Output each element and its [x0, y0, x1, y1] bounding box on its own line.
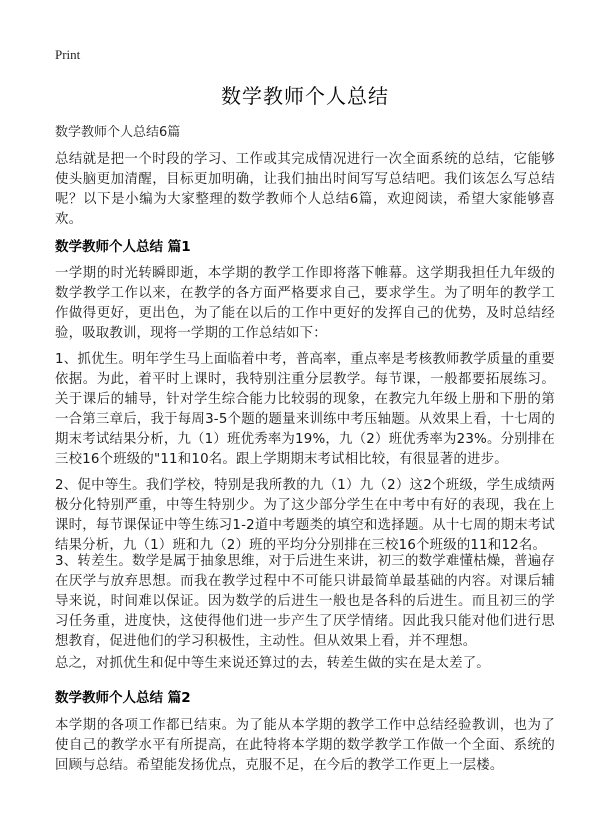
- section-heading-2: 数学教师个人总结 篇2: [55, 690, 191, 706]
- section-heading-1: 数学教师个人总结 篇1: [55, 239, 191, 255]
- section-1-paragraph-5: 总之，对抓优生和促中等生来说还算过的去，转差生做的实在是太差了。: [55, 656, 490, 671]
- section-2-paragraph-1: 本学期的各项工作都已结束。为了能从本学期的教学工作中总结经验教训，也为了使自己的教学水平有所提高，在此特将本学期的数学教学工作做一个全面、系统的回顾与总结。希望能发扬优点，克服不足，在今后的教学工作更上一层楼。: [55, 718, 555, 773]
- intro-paragraph: 总结就是把一个时段的学习、工作或其完成情况进行一次全面系统的总结，它能够使头脑更加清醒，目标更加明确，让我们抽出时间写写总结吧。我们该怎么写总结呢？以下是小编为大家整理的数学教师个人总结6篇，欢迎阅读，希望大家能够喜欢。: [55, 152, 555, 227]
- page-title: 数学教师个人总结: [221, 84, 389, 108]
- section-1-paragraph-1: 一学期的时光转瞬即逝，本学期的教学工作即将落下帷幕。这学期我担任九年级的数学教学工作以来，在教学的各方面严格要求自己，要求学生。为了明年的教学工作做得更好，更出色，为了能在以后的工作中更好的发挥自己的优势，及时总结经验，吸取教训，现将一学期的工作总结如下：: [55, 266, 555, 341]
- section-1-paragraph-4: 3、转差生。数学是属于抽象思维，对于后进生来讲，初三的数学难懂枯燥，普遍存在厌学与放弃思想。而我在教学过程中不可能只讲最简单最基础的内容。对课后辅导来说，时间难以保证。因为数学的后进生一般也是各科的后进生。而且初三的学习任务重，进度快，这使得他们进一步产生了厌学情绪。因此我只能对他们进行思想教育，促进他们的学习积极性，主动性。但从效果上看，并不理想。: [55, 554, 555, 649]
- section-1-paragraph-3: 2、促中等生。我们学校，特别是我所教的九（1）九（2）这2个班级，学生成绩两极分化特别严重，中等生特别少。为了这少部分学生在中考中有好的表现，我在上课时，每节课保证中等生练习1-2道中考题类的填空和选择题。从十七周的期末考试结果分析，九（1）班和九（2）班的平均分分别排在三校16个班级的11和12名。: [55, 478, 555, 553]
- document-subtitle: 数学教师个人总结6篇: [55, 125, 181, 140]
- print-link[interactable]: Print: [55, 47, 81, 62]
- section-1-paragraph-2: 1、抓优生。明年学生马上面临着中考，普高率，重点率是考核教师教学质量的重要依据。为此，着平时上课时，我特别注重分层教学。每节课，一般都要拓展练习。关于课后的辅导，针对学生综合能力比较弱的现象，在教完九年级上册和下册的第一合第三章后，我于每周3-5个题的题量来训练中考压轴题。从效果上看，十七周的期末考试结果分析，九（1）班优秀率为19%，九（2）班优秀率为23%。分别排在三校16个班级的"11和10名。跟上学期期末考试相比较，有很显著的进步。: [55, 352, 555, 467]
